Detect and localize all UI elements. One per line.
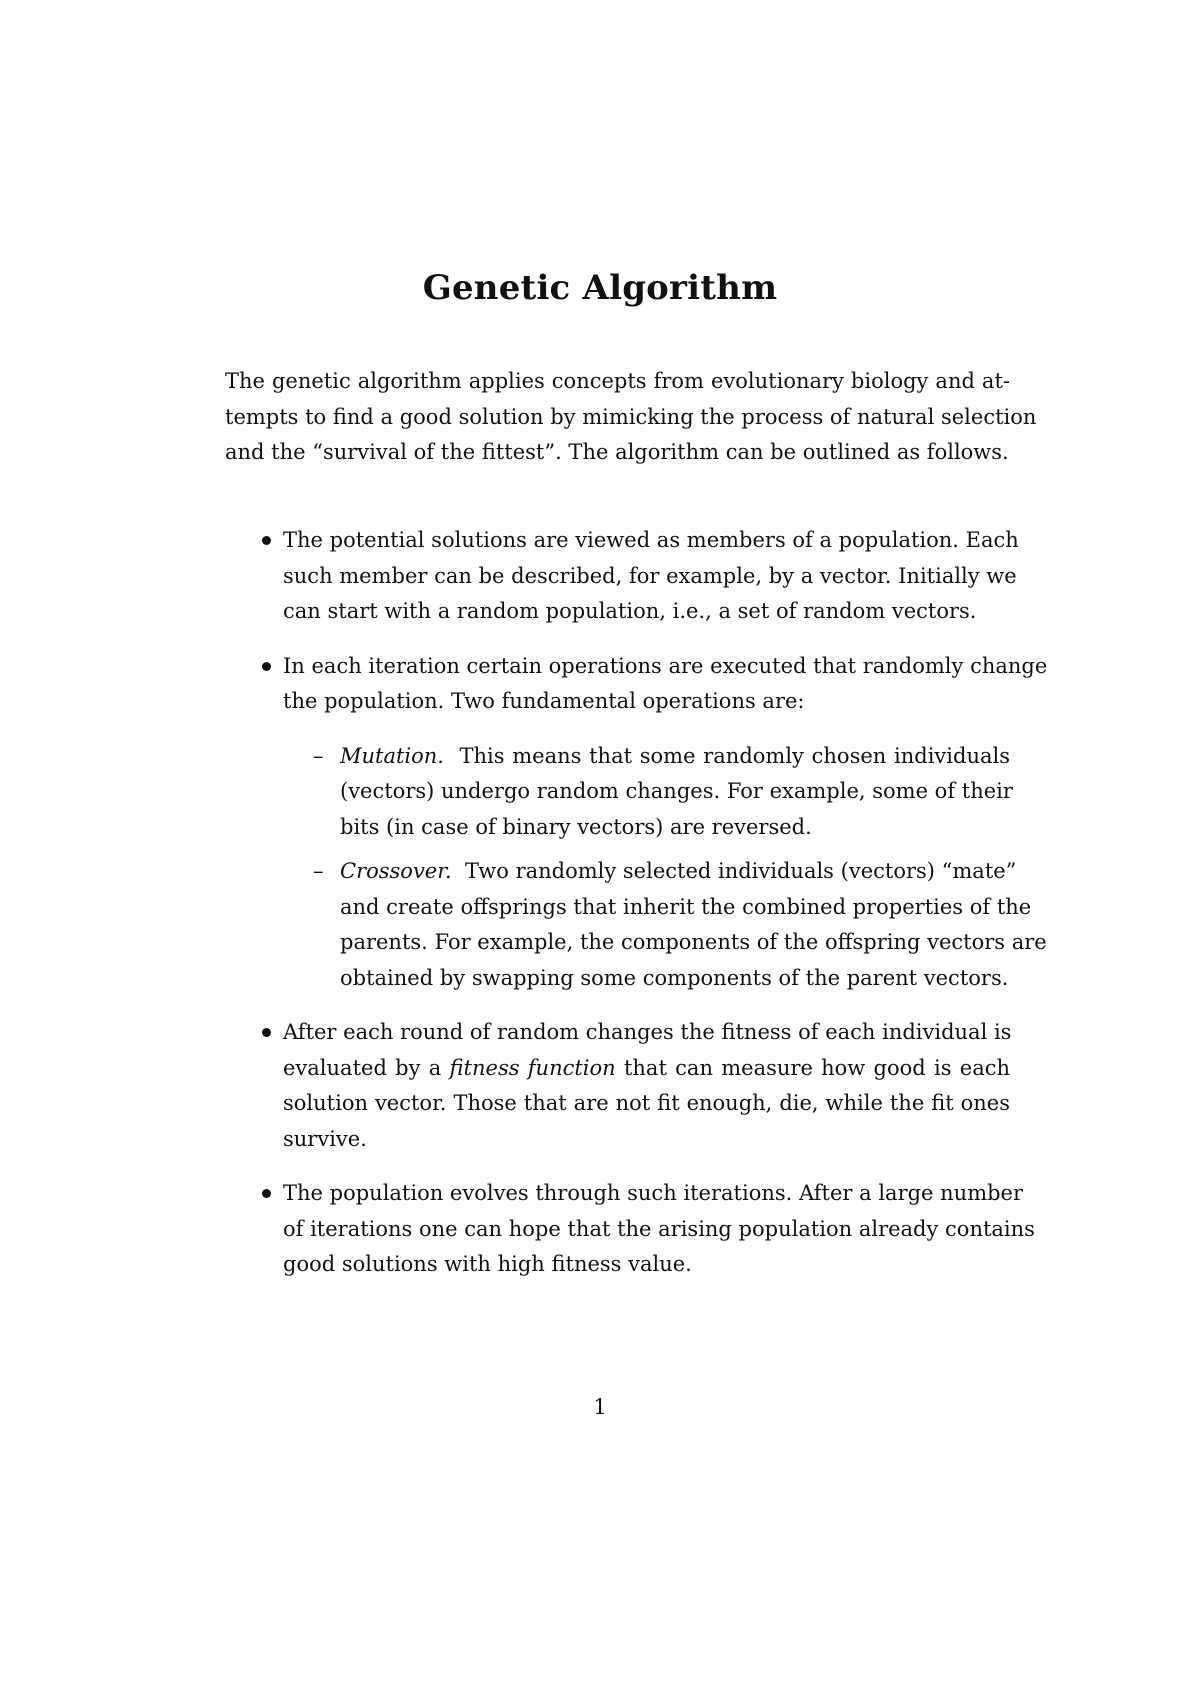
operations-sublist — [283, 739, 1047, 997]
sublist-item-line: bits (in case of binary vectors) are reversed. — [340, 814, 812, 839]
list-item — [225, 1176, 1035, 1283]
list-item-line: survive. — [283, 1126, 367, 1151]
list-item-text: that can measure how good is each — [623, 1055, 1010, 1080]
list-item-line — [283, 1051, 1010, 1087]
dash-icon: – — [313, 859, 324, 883]
term-crossover: Crossover. — [340, 859, 452, 883]
list-item-line: such member can be described, for example, by a vector. Initially we — [283, 563, 1017, 588]
bullet-icon — [262, 536, 271, 545]
list-item-line: The population evolves through such iterations. After a large number — [283, 1181, 1024, 1205]
list-item-line: the population. Two fundamental operations are: — [283, 689, 805, 713]
sublist-item-line: obtained by swapping some components of the parent vectors. — [340, 965, 1009, 990]
sublist-item — [283, 854, 1047, 996]
list-item — [225, 523, 1019, 630]
bullet-icon — [262, 1189, 271, 1198]
list-item-text: evaluated by a — [283, 1055, 442, 1080]
page-title: Genetic Algorithm — [422, 268, 778, 308]
intro-paragraph — [225, 364, 1037, 471]
sublist-item-text: This means that some randomly chosen individuals — [459, 743, 1010, 768]
list-item — [225, 649, 1048, 997]
page-number: 1 — [593, 1395, 607, 1419]
sublist-item-line: parents. For example, the components of the offspring vectors are — [340, 930, 1047, 954]
list-item-line: good solutions with high fitness value. — [283, 1252, 692, 1276]
term-mutation: Mutation. — [340, 743, 444, 768]
list-item-line: In each iteration certain operations are executed that randomly change — [283, 653, 1048, 678]
sublist-item-text: Two randomly selected individuals (vectors) “mate” — [465, 859, 1017, 883]
bullet-icon — [262, 662, 271, 671]
list-item-line: of iterations one can hope that the arising population already contains — [283, 1216, 1035, 1241]
sublist-item — [283, 739, 1013, 846]
sublist-item-line — [340, 739, 1010, 775]
dash-icon: – — [313, 743, 324, 768]
list-item-line: After each round of random changes the fitness of each individual is — [283, 1020, 1012, 1044]
term-fitness-function: fitness function — [449, 1055, 616, 1080]
intro-line: and the “survival of the fittest”. The algorithm can be outlined as follows. — [225, 440, 1009, 464]
list-item-line: The potential solutions are viewed as members of a population. Each — [283, 528, 1019, 552]
sublist-item-line — [340, 854, 1017, 890]
list-item-line: can start with a random population, i.e., a set of random vectors. — [283, 599, 977, 623]
intro-line: The genetic algorithm applies concepts from evolutionary biology and at- — [225, 369, 1010, 393]
sublist-item-line: (vectors) undergo random changes. For example, some of their — [340, 779, 1013, 803]
intro-line: tempts to find a good solution by mimicking the process of natural selection — [225, 404, 1037, 429]
bullet-list — [225, 523, 1048, 1302]
sublist-item-line: and create offsprings that inherit the combined properties of the — [340, 894, 1032, 919]
bullet-icon — [262, 1028, 271, 1037]
list-item-line: solution vector. Those that are not fit enough, die, while the fit ones — [283, 1091, 1010, 1115]
list-item — [225, 1015, 1010, 1157]
